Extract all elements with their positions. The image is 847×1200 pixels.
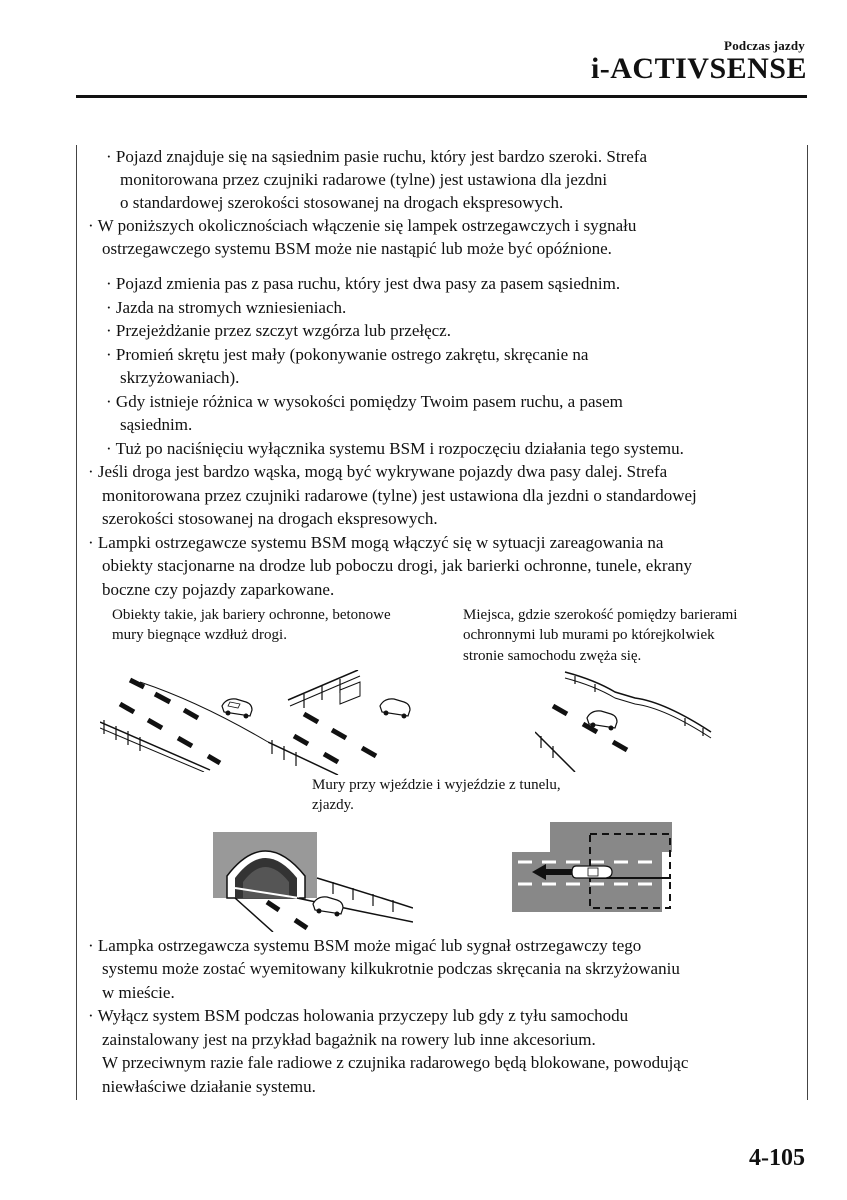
guard-rail-road-illustration <box>100 662 270 772</box>
text-line: W przeciwnym razie fale radiowe z czujnika radarowego będą blokowane, powodując <box>102 1053 689 1072</box>
text-line: sąsiednim. <box>120 415 193 434</box>
text-line: obiekty stacjonarne na drodze lub poboczu drogi, jak barierki ochronne, tunele, ekrany <box>102 556 693 575</box>
exit-lane-detection-illustration <box>512 822 672 924</box>
text-line: · Pojazd znajduje się na sąsiednim pasie ruchu, który jest bardzo szeroki. Strefa <box>106 147 647 166</box>
text-line: w mieście. <box>102 983 175 1002</box>
text-line: szerokości stosowanej na drogach ekspresowych. <box>102 509 438 528</box>
header-rule <box>76 95 807 98</box>
text-line: monitorowana przez czujniki radarowe (tylne) jest ustawiona dla jezdni o standardowej <box>102 486 697 505</box>
figure-caption: stronie samochodu zwęża się. <box>463 648 642 664</box>
change-bar-left <box>76 145 77 1100</box>
narrowing-barrier-illustration <box>535 662 715 772</box>
text-line: skrzyżowaniach). <box>120 368 240 387</box>
text-line: · Tuż po naciśnięciu wyłącznika systemu BSM i rozpoczęciu działania tego systemu. <box>106 439 684 458</box>
change-bar-right <box>807 145 808 1100</box>
figure-caption: Miejsca, gdzie szerokość pomiędzy barierami <box>463 607 738 623</box>
car-icon <box>313 897 343 917</box>
car-icon <box>222 699 252 719</box>
car-icon <box>572 866 612 878</box>
text-line: · Lampka ostrzegawcza systemu BSM może migać lub sygnał ostrzegawczy tego <box>88 936 642 955</box>
text-line: · Gdy istnieje różnica w wysokości pomiędzy Twoim pasem ruchu, a pasem <box>106 392 623 411</box>
chapter-title: i-ACTIVSENSE <box>590 52 807 85</box>
text-line: systemu może zostać wyemitowany kilkukrotnie podczas skręcania na skrzyżowaniu <box>102 959 680 978</box>
text-line: · Przejeżdżanie przez szczyt wzgórza lub przełęcz. <box>106 321 451 340</box>
text-line: · Pojazd zmienia pas z pasa ruchu, który jest dwa pasy za pasem sąsiednim. <box>106 274 621 293</box>
text-line: o standardowej szerokości stosowanej na drogach ekspresowych. <box>120 193 564 212</box>
figure-caption: Mury przy wjeździe i wyjeździe z tunelu, <box>312 777 561 793</box>
text-line: · Lampki ostrzegawcze systemu BSM mogą włączyć się w sytuacji zareagowania na <box>88 533 664 552</box>
text-line: niewłaściwe działanie systemu. <box>102 1077 316 1096</box>
figure-caption: ochronnymi lub murami po którejkolwiek <box>463 627 715 643</box>
text-line: · Jazda na stromych wzniesieniach. <box>106 298 347 317</box>
car-icon <box>380 699 410 719</box>
text-line: monitorowana przez czujniki radarowe (tylne) jest ustawiona dla jezdni <box>120 170 608 189</box>
text-line: zainstalowany jest na przykład bagażnik na rowery lub inne akcesorium. <box>102 1030 596 1049</box>
figure-caption: mury biegnące wzdłuż drogi. <box>112 627 287 643</box>
figure-caption: Obiekty takie, jak bariery ochronne, betonowe <box>112 607 391 623</box>
section-title: Podczas jazdy <box>724 38 805 53</box>
text-line: ostrzegawczego systemu BSM może nie nastąpić lub może być opóźnione. <box>102 239 612 258</box>
text-line: · Wyłącz system BSM podczas holowania przyczepy lub gdy z tyłu samochodu <box>88 1006 629 1025</box>
concrete-wall-road-illustration <box>268 670 443 775</box>
figure-caption: zjazdy. <box>312 797 354 813</box>
text-line: · Jeśli droga jest bardzo wąska, mogą być wykrywane pojazdy dwa pasy dalej. Strefa <box>88 462 668 481</box>
tunnel-entrance-illustration <box>213 832 413 932</box>
text-line: · W poniższych okolicznościach włączenie się lampek ostrzegawczych i sygnału <box>88 216 637 235</box>
page-number: 4-105 <box>749 1145 805 1171</box>
text-line: · Promień skrętu jest mały (pokonywanie ostrego zakrętu, skręcanie na <box>106 345 589 364</box>
text-line: boczne czy pojazdy zaparkowane. <box>102 580 335 599</box>
